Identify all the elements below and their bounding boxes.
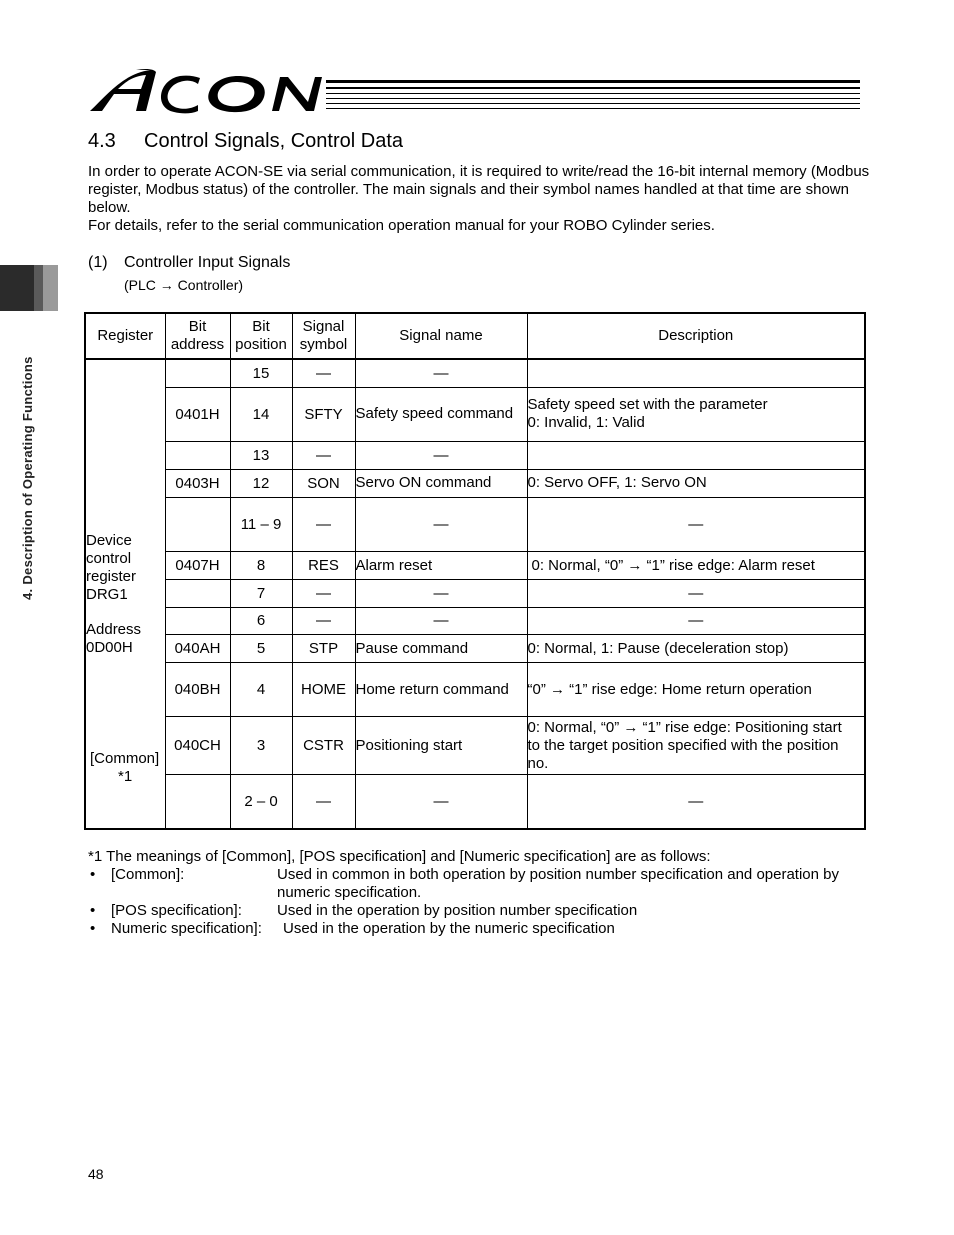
bit-position-cell: 12 xyxy=(230,469,292,497)
signal-name-cell: — xyxy=(355,579,527,607)
bit-address-cell: 040CH xyxy=(165,716,230,774)
footnote-item xyxy=(88,920,878,938)
subsection-note: (PLC → Controller) xyxy=(124,277,244,293)
signal-name-cell: Pause command xyxy=(355,634,527,662)
signal-name-cell: — xyxy=(355,359,527,387)
description-cell: Safety speed set with the parameter 0: Invalid, 1: Valid xyxy=(527,387,865,441)
table-row xyxy=(85,359,865,387)
signal-symbol-cell: — xyxy=(292,579,355,607)
page-number: 48 xyxy=(88,1166,104,1182)
footnote-desc: Used in common in both operation by position number specification and operation by numeric specification. xyxy=(277,866,840,901)
signal-name-cell: — xyxy=(355,774,527,829)
signal-symbol-cell: SON xyxy=(292,469,355,497)
description-cell: 0: Normal, “0” → “1” rise edge: Positioning start to the target position specified with the position no. xyxy=(527,716,865,774)
description-cell xyxy=(527,359,865,387)
intro-paragraph-1: In order to operate ACON-SE via serial communication, it is required to write/read the 16-bit internal memory (Modbus register, Modbus status) of the controller. The main signals and their symbol names handled at that time are shown below. xyxy=(88,163,870,216)
bit-address-cell xyxy=(165,441,230,469)
bit-address-cell: 0403H xyxy=(165,469,230,497)
table-header-row xyxy=(85,313,865,359)
signal-name-cell: Positioning start xyxy=(355,716,527,774)
description-cell: 0: Normal, 1: Pause (deceleration stop) xyxy=(527,634,865,662)
description-cell: “0” → “1” rise edge: Home return operation xyxy=(527,662,865,716)
table-row xyxy=(85,579,865,607)
table-row xyxy=(85,774,865,829)
bullet: • xyxy=(90,866,96,883)
bit-position-cell: 3 xyxy=(230,716,292,774)
signal-name-cell: Alarm reset xyxy=(355,551,527,579)
header-bit-position: Bit position xyxy=(230,313,292,359)
header-rule xyxy=(326,80,860,114)
register-common-note: [Common] *1 xyxy=(90,750,160,785)
description-cell: — xyxy=(527,607,865,634)
bit-position-cell: 14 xyxy=(230,387,292,441)
bit-position-cell: 6 xyxy=(230,607,292,634)
footnote-intro: *1 The meanings of [Common], [POS specification] and [Numeric specification] are as follows: xyxy=(88,848,711,865)
bit-address-cell xyxy=(165,607,230,634)
section-number: 4.3 xyxy=(88,130,116,152)
bit-address-cell: 040BH xyxy=(165,662,230,716)
bit-address-cell xyxy=(165,774,230,829)
table-row xyxy=(85,607,865,634)
description-cell: — xyxy=(527,497,865,551)
footnote-desc: Used in the operation by position number specification xyxy=(277,902,638,919)
description-cell xyxy=(527,441,865,469)
footnote-desc: Used in the operation by the numeric specification xyxy=(283,920,615,937)
signal-symbol-cell: HOME xyxy=(292,662,355,716)
acon-logo-graphic xyxy=(88,64,328,114)
table-row xyxy=(85,662,865,716)
section-title xyxy=(88,130,403,153)
subsection-number: (1) xyxy=(88,254,108,271)
bit-position-cell: 5 xyxy=(230,634,292,662)
signal-symbol-cell: — xyxy=(292,774,355,829)
chapter-tab xyxy=(0,265,58,311)
input-signals-table xyxy=(84,312,866,830)
header-signal-symbol: Signal symbol xyxy=(292,313,355,359)
intro-paragraph-2: For details, refer to the serial communication operation manual for your ROBO Cylinder series. xyxy=(88,217,715,234)
signal-name-cell: — xyxy=(355,497,527,551)
register-cell: Device control register DRG1 Address 0D00H [Common] *1 xyxy=(85,359,165,829)
bit-position-cell: 13 xyxy=(230,441,292,469)
bit-address-cell: 0401H xyxy=(165,387,230,441)
signal-name-cell: Safety speed command xyxy=(355,387,527,441)
footnotes xyxy=(88,848,878,938)
header-description: Description xyxy=(527,313,865,359)
bit-address-cell: 0407H xyxy=(165,551,230,579)
table-row xyxy=(85,469,865,497)
footnote-term: Numeric specification]: xyxy=(111,920,262,937)
bit-address-cell: 040AH xyxy=(165,634,230,662)
description-cell: 0: Normal, “0” → “1” rise edge: Alarm reset xyxy=(527,551,865,579)
bit-address-cell xyxy=(165,497,230,551)
footnote-item xyxy=(88,866,878,902)
description-cell: — xyxy=(527,774,865,829)
bullet: • xyxy=(90,902,96,919)
description-cell: — xyxy=(527,579,865,607)
bit-position-cell: 8 xyxy=(230,551,292,579)
signal-symbol-cell: SFTY xyxy=(292,387,355,441)
signal-name-cell: Home return command xyxy=(355,662,527,716)
bit-position-cell: 7 xyxy=(230,579,292,607)
acon-logo xyxy=(88,64,328,114)
signal-symbol-cell: — xyxy=(292,497,355,551)
signal-name-cell: Servo ON command xyxy=(355,469,527,497)
signal-symbol-cell: RES xyxy=(292,551,355,579)
subsection-title-text: Controller Input Signals xyxy=(124,254,291,271)
bit-address-cell xyxy=(165,359,230,387)
table-row xyxy=(85,387,865,441)
signal-name-cell: — xyxy=(355,441,527,469)
signal-symbol-cell: — xyxy=(292,359,355,387)
header-signal-name: Signal name xyxy=(355,313,527,359)
description-cell: 0: Servo OFF, 1: Servo ON xyxy=(527,469,865,497)
chapter-side-label: 4. Description of Operating Functions xyxy=(20,356,35,600)
section-title-text: Control Signals, Control Data xyxy=(144,130,404,152)
signal-symbol-cell: STP xyxy=(292,634,355,662)
signal-symbol-cell: — xyxy=(292,441,355,469)
signal-symbol-cell: — xyxy=(292,607,355,634)
footnote-term: [POS specification]: xyxy=(111,902,242,919)
header-bit-address: Bit address xyxy=(165,313,230,359)
bit-position-cell: 11 – 9 xyxy=(230,497,292,551)
table-row xyxy=(85,441,865,469)
bit-position-cell: 4 xyxy=(230,662,292,716)
signal-symbol-cell: CSTR xyxy=(292,716,355,774)
signal-name-cell: — xyxy=(355,607,527,634)
header-register: Register xyxy=(85,313,165,359)
footnote-term: [Common]: xyxy=(111,866,185,883)
table-row xyxy=(85,551,865,579)
bit-position-cell: 15 xyxy=(230,359,292,387)
intro-text xyxy=(88,163,878,235)
bullet: • xyxy=(90,920,96,937)
footnote-item xyxy=(88,902,878,920)
bit-address-cell xyxy=(165,579,230,607)
table-row xyxy=(85,716,865,774)
subsection-title xyxy=(88,254,290,272)
table-row xyxy=(85,497,865,551)
bit-position-cell: 2 – 0 xyxy=(230,774,292,829)
table-row xyxy=(85,634,865,662)
